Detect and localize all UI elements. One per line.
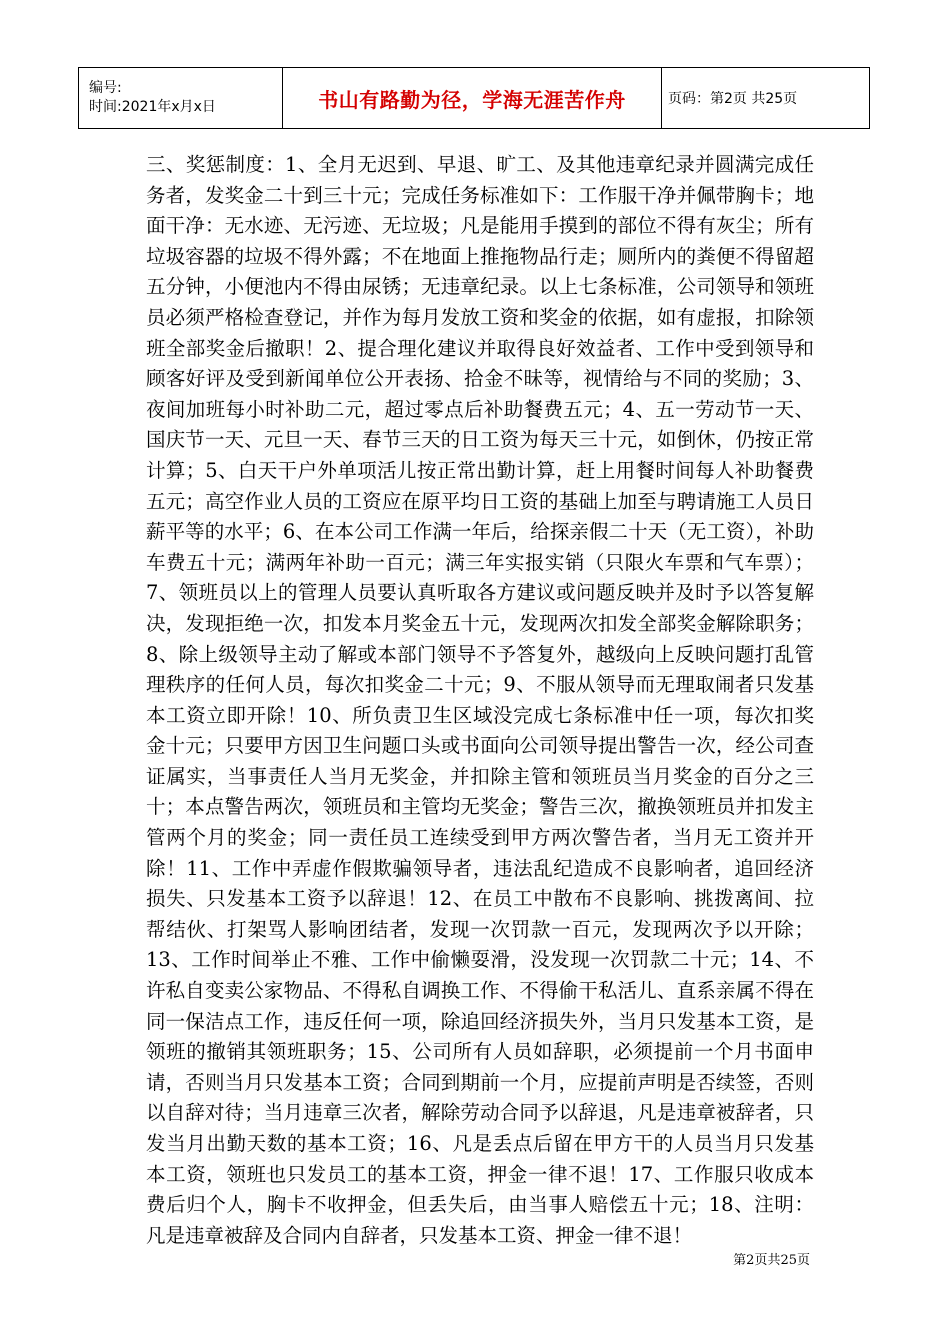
header-page-code: 页码：第2页 共25页 [662, 68, 870, 129]
header-motto: 书山有路勤为径，学海无涯苦作舟 [318, 87, 626, 112]
header-motto-cell [283, 68, 662, 129]
document-header [78, 67, 870, 129]
header-meta-cell [79, 68, 283, 129]
document-number-label: 编号: [89, 80, 122, 96]
body-paragraph: 三、奖惩制度：1、全月无迟到、早退、旷工、及其他违章纪录并圆满完成任务者，发奖金二十到三十元；完成任务标准如下：工作服干净并佩带胸卡；地面干净：无水迹、无污迹、无垃圾；凡是能用手摸到的部位不得有灰尘；所有垃圾容器的垃圾不得外露；不在地面上推拖物品行走；厕所内的粪便不得留超五分钟，小便池内不得由尿锈；无违章纪录。以上七条标准，公司领导和领班员必须严格检查登记，并作为每月发放工资和奖金的依据，如有虚报，扣除领班全部奖金后撤职！2、提合理化建议并取得良好效益者、工作中受到领导和顾客好评及受到新闻单位公开表扬、拾金不昧等，视情给与不同的奖励；3、夜间加班每小时补助二元，超过零点后补助餐费五元；4、五一劳动节一天、国庆节一天、元旦一天、春节三天的日工资为每天三十元，如倒休，仍按正常计算；5、白天干户外单项活儿按正常出勤计算，赶上用餐时间每人补助餐费五元；高空作业人员的工资应在原平均日工资的基础上加至与聘请施工人员日薪平等的水平；6、在本公司工作满一年后，给探亲假二十天（无工资），补助车费五十元；满两年补助一百元；满三年实报实销（只限火车票和气车票）；7、领班员以上的管理人员要认真听取各方建议或问题反映并及时予以答复解决，发现拒绝一次，扣发本月奖金五十元，发现两次扣发全部奖金解除职务；8、除上级领导主动了解或本部门领导不予答复外，越级向上反映问题打乱管理秩序的任何人员，每次扣奖金二十元；9、不服从领导而无理取闹者只发基本工资立即开除！10、所负责卫生区域没完成七条标准中任一项，每次扣奖金十元；只要甲方因卫生问题口头或书面向公司领导提出警告一次，经公司查证属实，当事责任人当月无奖金，并扣除主管和领班员当月奖金的百分之三十；本点警告两次，领班员和主管均无奖金；警告三次，撤换领班员并扣发主管两个月的奖金；同一责任员工连续受到甲方两次警告者，当月无工资并开除！11、工作中弄虚作假欺骗领导者，违法乱纪造成不良影响者，追回经济损失、只发基本工资予以辞退！12、在员工中散布不良影响、挑拨离间、拉帮结伙、打架骂人影响团结者，发现一次罚款一百元，发现两次予以开除；13、工作时间举止不雅、工作中偷懒耍滑，没发现一次罚款二十元；14、不许私自变卖公家物品、不得私自调换工作、不得偷干私活儿、直系亲属不得在同一保洁点工作，违反任何一项，除追回经济损失外，当月只发基本工资，是领班的撤销其领班职务；15、公司所有人员如辞职，必须提前一个月书面申请，否则当月只发基本工资；合同到期前一个月，应提前声明是否续签，否则以自辞对待；当月违章三次者，解除劳动合同予以辞退，凡是违章被辞者，只发当月出勤天数的基本工资；16、凡是丢点后留在甲方干的人员当月只发基本工资，领班也只发员工的基本工资，押金一律不退！17、工作服只收成本费后归个人，胸卡不收押金，但丢失后，由当事人赔偿五十元；18、注明：凡是违章被辞及合同内自辞者，只发基本工资、押金一律不退！ [146, 153, 814, 1247]
document-time-label: 时间:2021年x月x日 [89, 99, 216, 115]
page-footer: 第2页共25页 [733, 1253, 810, 1268]
